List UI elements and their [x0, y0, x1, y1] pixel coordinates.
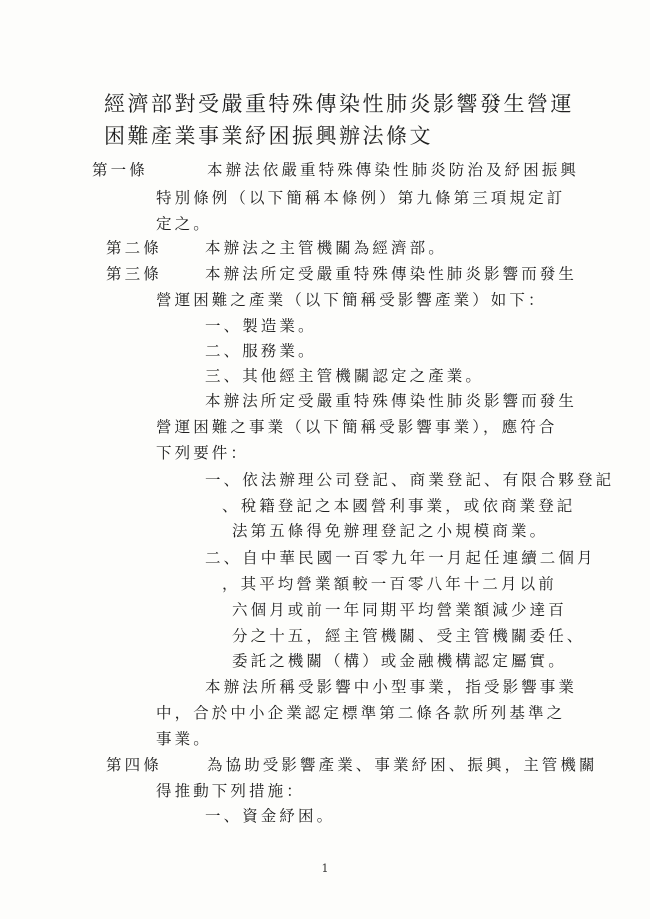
article-3-para3-line-1: 本辦法所稱受影響中小型事業，指受影響事業 — [205, 678, 578, 696]
article-1-line-2: 特別條例（以下簡稱本條例）第九條第三項規定訂 — [156, 189, 566, 207]
article-4-line-1: 為協助受影響產業、事業紓困、振興，主管機關 — [207, 756, 598, 774]
article-3-req-2-line-5: 委託之機關（構）或金融機構認定屬實。 — [232, 652, 567, 670]
article-3-req-1-line-2: 、稅籍登記之本國營利事業，或依商業登記 — [222, 497, 576, 515]
article-2-line-1: 本辦法之主管機關為經濟部。 — [205, 239, 447, 257]
article-4-line-2: 得推動下列措施： — [156, 782, 305, 800]
article-3-line-1: 本辦法所定受嚴重特殊傳染性肺炎影響而發生 — [205, 265, 578, 283]
document-title: 經濟部對受嚴重特殊傳染性肺炎影響發生營運困難產業事業紓困振興辦法條文 — [104, 92, 574, 148]
article-1-line-1: 本辦法依嚴重特殊傳染性肺炎防治及紓困振興 — [207, 161, 580, 179]
article-3-para2-line-2: 營運困難之事業（以下簡稱受影響事業），應符合 — [156, 418, 558, 436]
article-3-item-2: 二、服務業。 — [205, 342, 317, 360]
article-1-line-3: 定之。 — [156, 215, 212, 233]
article-3-req-2-line-4: 分之十五，經主管機關、受主管機關委任、 — [232, 627, 586, 645]
article-3-req-2-line-3: 六個月或前一年同期平均營業額減少達百 — [232, 601, 567, 619]
article-2-label: 第二條 — [106, 239, 162, 257]
article-3-para3-line-2: 中，合於中小企業認定標準第二條各款所列基準之 — [156, 704, 566, 722]
article-3-req-1-line-3: 法第五條得免辦理登記之小規模商業。 — [232, 522, 549, 540]
article-3-label: 第三條 — [106, 265, 162, 283]
article-4-label: 第四條 — [106, 756, 162, 774]
page-number: 1 — [321, 862, 329, 875]
article-3-para2-line-1: 本辦法所定受嚴重特殊傳染性肺炎影響而發生 — [205, 392, 578, 410]
article-4-item-1: 一、資金紓困。 — [205, 807, 336, 825]
article-3-para3-line-3: 事業。 — [156, 730, 212, 748]
article-3-req-2-line-2: ，其平均營業額較一百零八年十二月以前 — [222, 575, 557, 593]
article-3-req-1-line-1: 一、依法辦理公司登記、商業登記、有限合夥登記 — [205, 471, 615, 489]
article-3-item-3: 三、其他經主管機關認定之產業。 — [205, 367, 485, 385]
article-3-line-2: 營運困難之產業（以下簡稱受影響產業）如下： — [156, 291, 547, 309]
article-3-item-1: 一、製造業。 — [205, 317, 317, 335]
article-3-req-2-line-1: 二、自中華民國一百零九年一月起任連續二個月 — [205, 549, 596, 567]
article-1-label: 第一條 — [92, 161, 148, 179]
article-3-para2-line-3: 下列要件： — [156, 444, 250, 462]
